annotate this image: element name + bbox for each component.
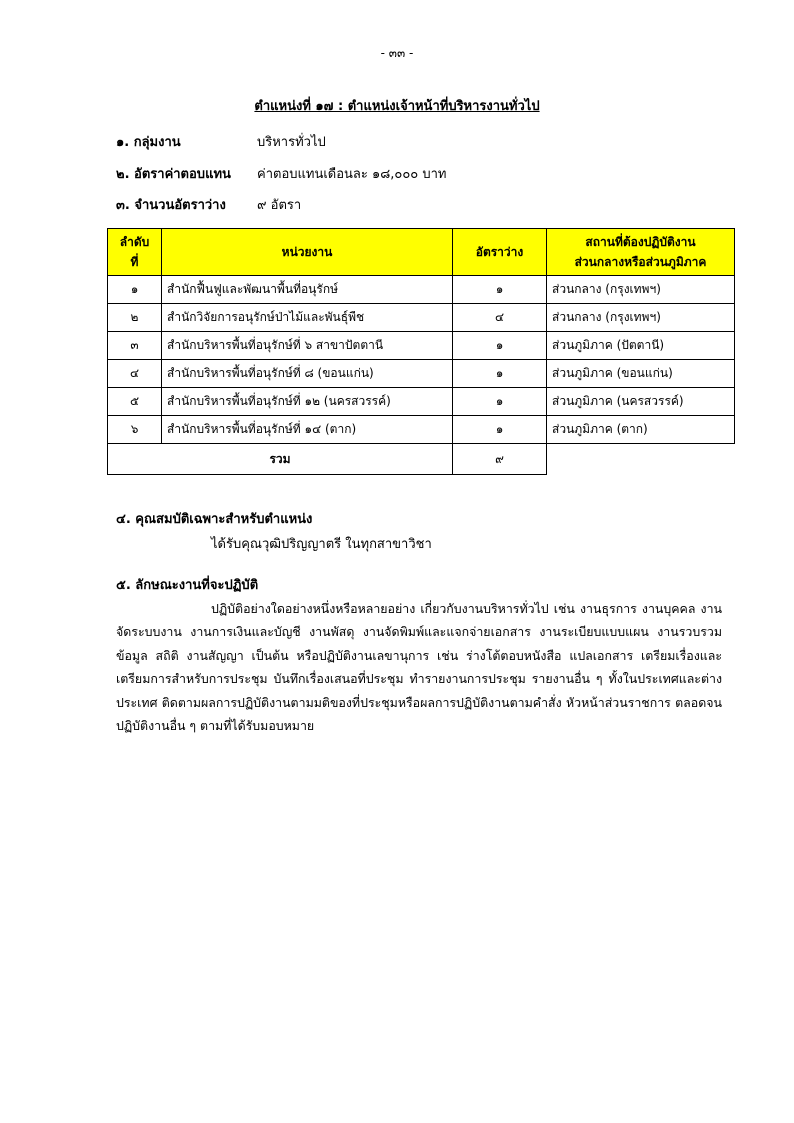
- header-count: อัตราว่าง: [453, 229, 547, 276]
- cell-unit: สำนักบริหารพื้นที่อนุรักษ์ที่ ๖ สาขาปัตตานี: [162, 332, 453, 360]
- qualifications-title: ๔. คุณสมบัติเฉพาะสำหรับตำแหน่ง: [116, 512, 313, 527]
- duties-text: ปฏิบัติอย่างใดอย่างหนึ่งหรือหลายอย่าง เกี่ยวกับงานบริหารทั่วไป เช่น งานธุรการ งานบุคคล งานจัดระบบงาน งานการเงินและบัญชี งานพัสดุ งานจัดพิมพ์และแจกจ่ายเอกสาร งานระเบียบแบบแผน งานรวบรวมข้อมูล สถิติ งานสัญญา เป็นต้น หรือปฏิบัติงานเลขานุการ เช่น ร่างโต้ตอบหนังสือ แปลเอกสาร เตรียมเรื่องและเตรียมการสำหรับการประชุม บันทึกเรื่องเสนอที่ประชุม ทำรายงานการประชุม รายงานอื่น ๆ ทั้งในประเทศและต่างประเทศ ติดตามผลการปฏิบัติงานตามมติของที่ประชุมหรือผลการปฏิบัติงานตามคำสั่ง หัวหน้าส่วนราชการ ตลอดจนปฏิบัติงานอื่น ๆ ตามที่ได้รับมอบหมาย: [116, 601, 722, 734]
- cell-count: ๑: [453, 360, 547, 388]
- header-order-line2: ที่: [130, 255, 139, 269]
- cell-order: ๑: [108, 276, 162, 304]
- total-value: ๙: [453, 444, 547, 475]
- info-value: ค่าตอบแทนเดือนละ ๑๘,๐๐๐ บาท: [257, 167, 447, 182]
- header-order-line1: ลำดับ: [119, 235, 150, 249]
- table-total-row: [108, 444, 735, 475]
- info-label: ๒. อัตราค่าตอบแทน: [116, 167, 231, 182]
- header-unit: หน่วยงาน: [162, 229, 453, 276]
- info-label: ๓. จำนวนอัตราว่าง: [116, 198, 226, 213]
- page-number: - ๓๓ -: [380, 46, 414, 60]
- duties-title: ๕. ลักษณะงานที่จะปฏิบัติ: [116, 578, 259, 593]
- cell-place: ส่วนภูมิภาค (ตาก): [547, 416, 735, 444]
- cell-place: ส่วนภูมิภาค (นครสวรรค์): [547, 388, 735, 416]
- info-row-compensation: [116, 163, 446, 184]
- cell-order: ๓: [108, 332, 162, 360]
- cell-unit: สำนักบริหารพื้นที่อนุรักษ์ที่ ๑๒ (นครสวรรค์): [162, 388, 453, 416]
- cell-count: ๔: [453, 304, 547, 332]
- cell-count: ๑: [453, 332, 547, 360]
- cell-count: ๑: [453, 416, 547, 444]
- header-order: [108, 229, 162, 276]
- table-row: [108, 304, 735, 332]
- vacancy-table: [107, 228, 735, 475]
- table-header-row: [108, 229, 735, 276]
- header-place-line1: สถานที่ต้องปฏิบัติงาน: [585, 235, 696, 249]
- cell-unit: สำนักวิจัยการอนุรักษ์ป่าไม้และพันธุ์พืช: [162, 304, 453, 332]
- table-row: [108, 360, 735, 388]
- cell-unit: สำนักฟื้นฟูและพัฒนาพื้นที่อนุรักษ์: [162, 276, 453, 304]
- position-title: ตำแหน่งที่ ๑๗ : ตำแหน่งเจ้าหน้าที่บริหารงานทั่วไป: [254, 99, 540, 114]
- cell-place: ส่วนกลาง (กรุงเทพฯ): [547, 304, 735, 332]
- cell-place: ส่วนภูมิภาค (ขอนแก่น): [547, 360, 735, 388]
- info-row-vacancies: [116, 194, 301, 215]
- total-label: รวม: [108, 444, 453, 475]
- cell-place: ส่วนภูมิภาค (ปัตตานี): [547, 332, 735, 360]
- cell-count: ๑: [453, 276, 547, 304]
- total-empty-cell: [547, 444, 735, 475]
- info-value: บริหารทั่วไป: [257, 135, 326, 150]
- header-place: [547, 229, 735, 276]
- table-row: [108, 416, 735, 444]
- cell-order: ๔: [108, 360, 162, 388]
- cell-unit: สำนักบริหารพื้นที่อนุรักษ์ที่ ๘ (ขอนแก่น): [162, 360, 453, 388]
- info-value: ๙ อัตรา: [257, 198, 302, 213]
- header-place-line2: ส่วนกลางหรือส่วนภูมิภาค: [574, 255, 707, 269]
- table-row: [108, 332, 735, 360]
- info-label: ๑. กลุ่มงาน: [116, 135, 181, 150]
- cell-place: ส่วนกลาง (กรุงเทพฯ): [547, 276, 735, 304]
- table-row: [108, 388, 735, 416]
- cell-order: ๕: [108, 388, 162, 416]
- info-row-work-group: [116, 131, 326, 152]
- cell-order: ๖: [108, 416, 162, 444]
- qualifications-text: ได้รับคุณวุฒิปริญญาตรี ในทุกสาขาวิชา: [211, 537, 432, 552]
- cell-unit: สำนักบริหารพื้นที่อนุรักษ์ที่ ๑๔ (ตาก): [162, 416, 453, 444]
- table-row: [108, 276, 735, 304]
- cell-count: ๑: [453, 388, 547, 416]
- cell-order: ๒: [108, 304, 162, 332]
